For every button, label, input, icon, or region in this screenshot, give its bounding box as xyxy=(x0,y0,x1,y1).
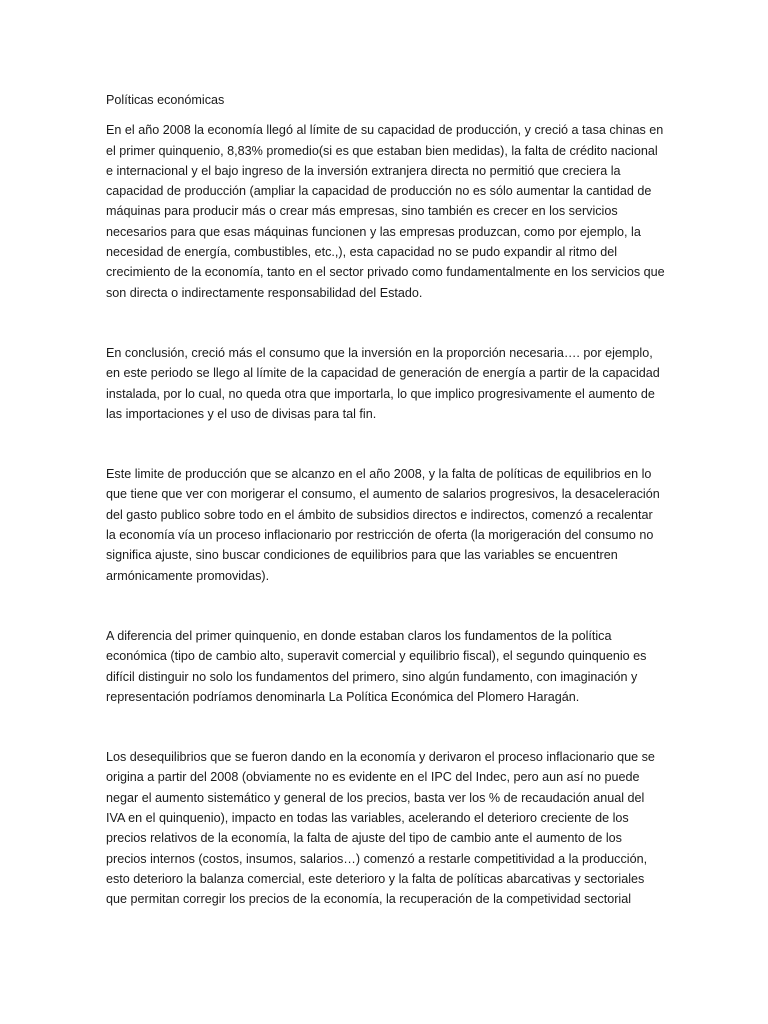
paragraph-2: En conclusión, creció más el consumo que la inversión en la proporción necesaria…. por ejemplo, en este periodo se llego al límite de la capacidad de generación de energía a partir de la capacidad instalada, por lo cual, no queda otra que importarla, lo que implico progresivamente el aumento de las importaciones y el uso de divisas para tal fin. xyxy=(106,345,660,421)
document-title: Políticas económicas xyxy=(106,93,225,107)
paragraph-3: Este limite de producción que se alcanzo en el año 2008, y la falta de políticas de equilibrios en lo que tiene que ver con morigerar el consumo, el aumento de salarios progresivos, la desaceleración del gasto publico sobre todo en el ámbito de subsidios directos e indirectos, comenzó a recalentar la economía vía un proceso inflacionario por restricción de oferta (la morigeración del consumo no significa ajuste, sino buscar condiciones de equilibrios para que las variables se encuentren armónicamente promovidas). xyxy=(106,467,660,583)
paragraph-5: Los desequilibrios que se fueron dando en la economía y derivaron el proceso inflacionario que se origina a partir del 2008 (obviamente no es evidente en el IPC del Indec, pero aun así no puede negar el aumento sistemático y general de los precios, basta ver los % de recaudación anual del IVA en el quinquenio), impacto en todas las variables, acelerando el deterioro creciente de los precios relativos de la economía, la falta de ajuste del tipo de cambio ante el aumento de los precios internos (costos, insumos, salarios…) comenzó a restarle competitividad a la producción, esto deterioro la balanza comercial, este deterioro y la falta de políticas abarcativas y sectoriales que permitan corregir los precios de la economía, la recuperación de la competividad sectorial xyxy=(106,750,655,907)
paragraph-4: A diferencia del primer quinquenio, en donde estaban claros los fundamentos de la política económica (tipo de cambio alto, superavit comercial y equilibrio fiscal), el segundo quinquenio es difícil distinguir no solo los fundamentos del primero, sino algún fundamento, con imaginación y representación podríamos denominarla La Política Económica del Plomero Haragán. xyxy=(106,628,647,704)
paragraph-1: En el año 2008 la economía llegó al límite de su capacidad de producción, y creció a tasa chinas en el primer quinquenio, 8,83% promedio(si es que estaban bien medidas), la falta de crédito nacional e internacional y el bajo ingreso de la inversión extranjera directa no permitió que creciera la capacidad de producción (ampliar la capacidad de producción no es sólo aumentar la cantidad de máquinas para producir más o crear más empresas, sino también es crecer en los servicios necesarios para que esas máquinas funcionen y las empresas produzcan, como por ejemplo, la necesidad de energía, combustibles, etc.,), esta capacidad no se pudo expandir al ritmo del crecimiento de la economía, tanto en el sector privado como fundamentalmente en los servicios que son directa o indirectamente responsabilidad del Estado. xyxy=(106,123,665,300)
document-body xyxy=(106,90,666,910)
